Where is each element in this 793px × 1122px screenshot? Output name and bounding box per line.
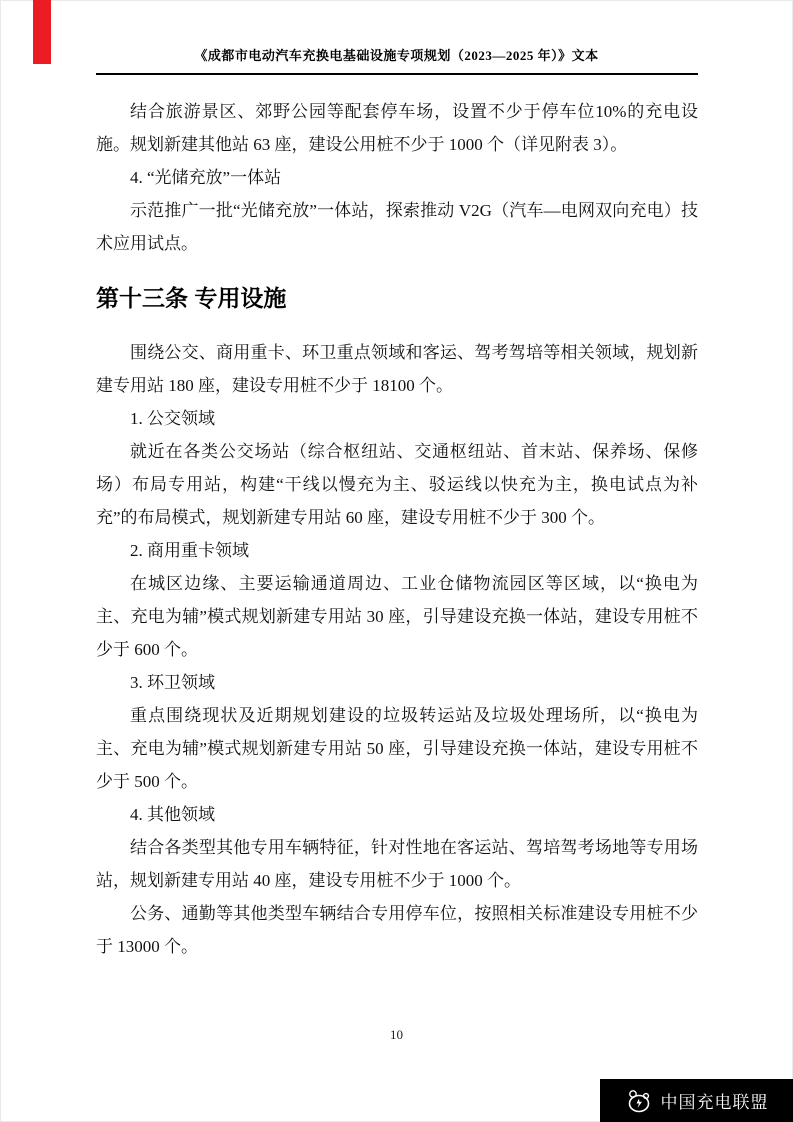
footer-watermark bbox=[600, 1079, 793, 1122]
body-paragraph: 就近在各类公交场站（综合枢纽站、交通枢纽站、首末站、保养场、保修场）布局专用站，构建“干线以慢充为主、驳运线以快充为主，换电试点为补充”的布局模式，规划新建专用站 60 座，建设专用桩不少于 300 个。 bbox=[96, 442, 698, 527]
body-paragraph: 结合旅游景区、郊野公园等配套停车场，设置不少于停车位10%的充电设施。规划新建其他站 63 座，建设公用桩不少于 1000 个（详见附表 3）。 bbox=[96, 102, 698, 154]
body-paragraph: 结合各类型其他专用车辆特征，针对性地在客运站、驾培驾考场地等专用场站，规划新建专用站 40 座，建设专用桩不少于 1000 个。 bbox=[96, 838, 698, 890]
document-header bbox=[0, 0, 793, 64]
charging-alliance-panda-logo-icon bbox=[625, 1088, 653, 1114]
document-body bbox=[96, 95, 698, 963]
footer-brand-text: 中国充电联盟 bbox=[660, 1093, 769, 1112]
body-paragraph: 重点围绕现状及近期规划建设的垃圾转运站及垃圾处理场所，以“换电为主、充电为辅”模式规划新建专用站 50 座，引导建设充换一体站，建设专用桩不少于 500 个。 bbox=[96, 706, 698, 791]
body-paragraph: 示范推广一批“光储充放”一体站，探索推动 V2G（汽车—电网双向充电）技术应用试点。 bbox=[96, 201, 698, 253]
body-paragraph: 在城区边缘、主要运输通道周边、工业仓储物流园区等区域，以“换电为主、充电为辅”模式规划新建专用站 30 座，引导建设充换一体站，建设专用桩不少于 600 个。 bbox=[96, 574, 698, 659]
section-heading: 第十三条 专用设施 bbox=[96, 285, 287, 311]
body-paragraph: 围绕公交、商用重卡、环卫重点领域和客运、驾考驾培等相关领域，规划新建专用站 180 座，建设专用桩不少于 18100 个。 bbox=[96, 343, 698, 395]
body-paragraph: 3. 环卫领域 bbox=[130, 673, 215, 692]
body-paragraph: 4. “光储充放”一体站 bbox=[130, 168, 282, 187]
page-number: 10 bbox=[390, 1027, 403, 1042]
body-paragraph: 1. 公交领域 bbox=[130, 409, 215, 428]
red-accent-bar bbox=[33, 0, 51, 64]
body-paragraph: 2. 商用重卡领域 bbox=[130, 541, 249, 560]
body-paragraph: 4. 其他领域 bbox=[130, 805, 215, 824]
document-title: 《成都市电动汽车充换电基础设施专项规划（2023—2025 年）》文本 bbox=[194, 48, 599, 63]
header-divider bbox=[96, 73, 698, 75]
body-paragraph: 公务、通勤等其他类型车辆结合专用停车位，按照相关标准建设专用桩不少于 13000 个。 bbox=[96, 904, 698, 956]
